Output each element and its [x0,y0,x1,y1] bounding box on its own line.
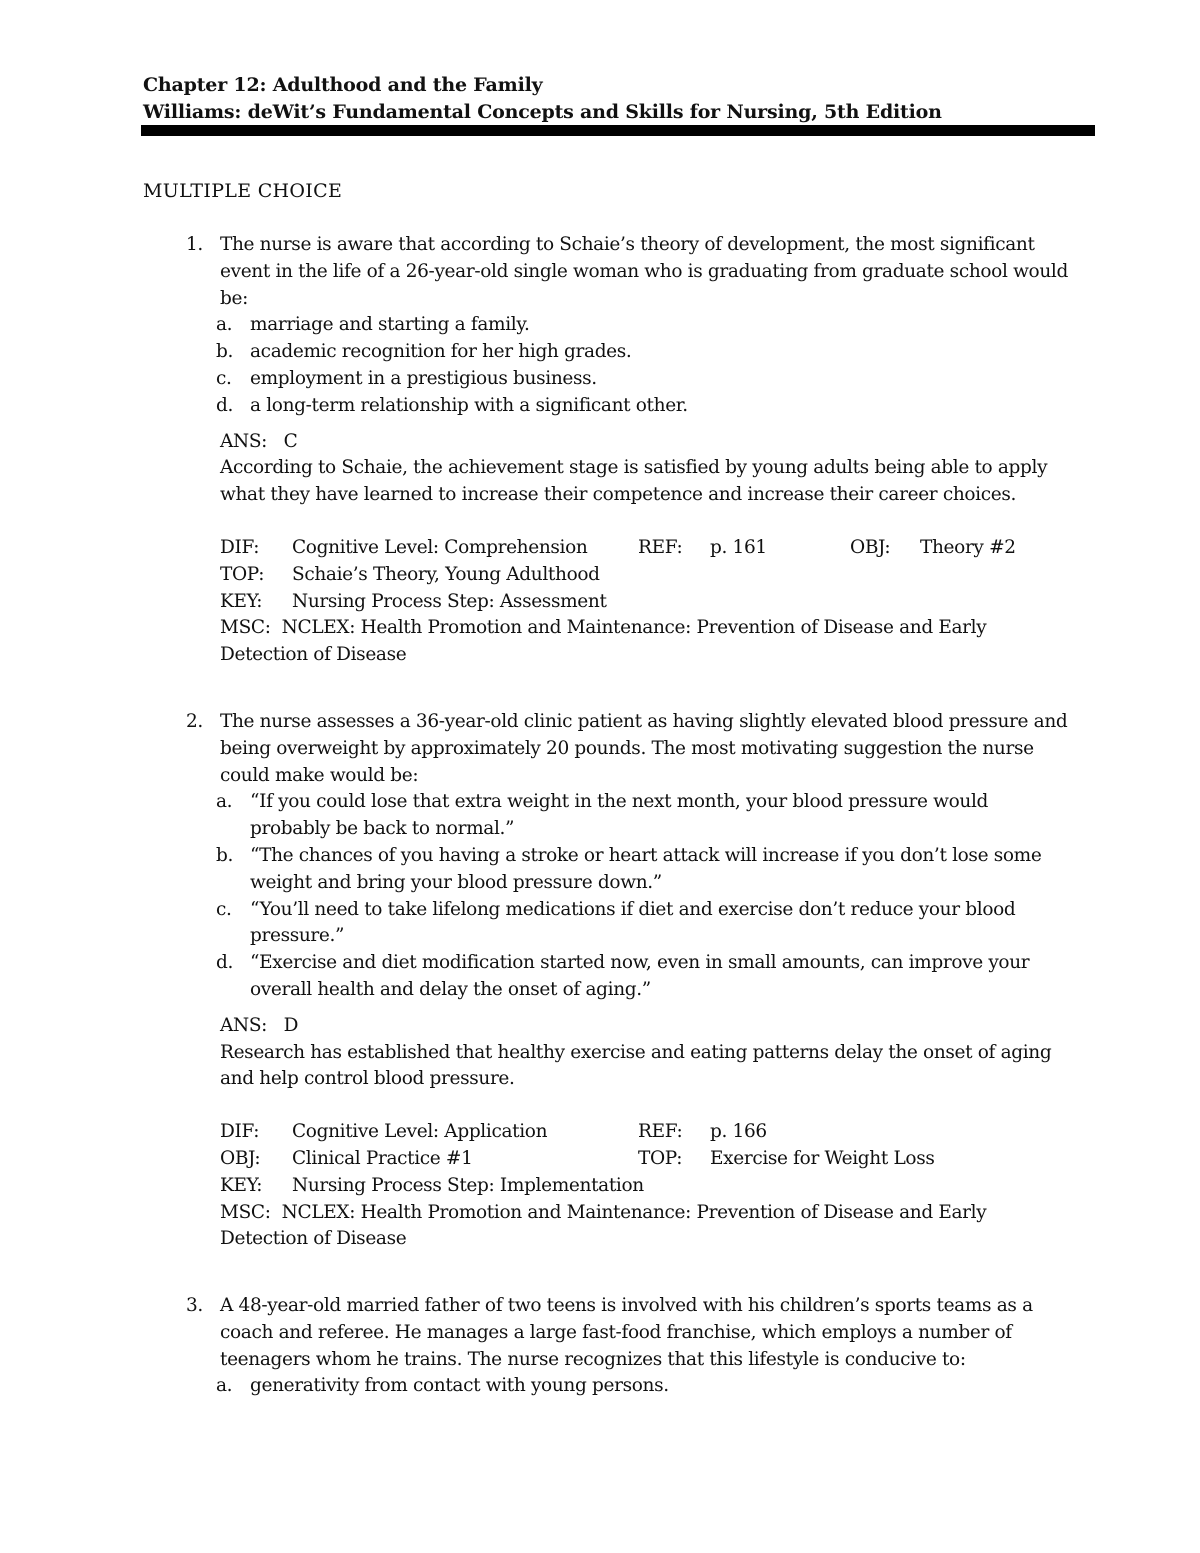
option-text: academic recognition for her high grades. [250,341,632,363]
section-title: MULTIPLE CHOICE [143,180,343,202]
obj-value: Theory #2 [920,536,1016,558]
msc-label: MSC: [220,1201,271,1223]
question-stem: The nurse assesses a 36-year-old clinic patient as having slightly elevated blood pressure and being overweight by approximately 20 pounds. The most motivating suggestion the nurse could make would be: [220,711,1068,786]
option-letter: a. [216,791,233,813]
option-text: “You’ll need to take lifelong medications if diet and exercise don’t reduce your blood pressure.” [250,898,1016,947]
option-letter: b. [216,341,234,363]
question-1 [186,232,1086,669]
meta-row-msc [220,1200,1060,1254]
option-b [216,339,1086,366]
meta-row-dif [220,1119,1086,1146]
key-value: Nursing Process Step: Assessment [292,590,607,612]
answer-value: D [283,1014,299,1036]
question-metadata [220,1119,1086,1253]
msc-value: NCLEX: Health Promotion and Maintenance: Prevention of Disease and Early Detection of Disease [220,1201,987,1250]
meta-row-msc [220,615,1060,669]
obj-value: Clinical Practice #1 [292,1147,473,1169]
question-number: 2. [186,711,203,732]
book-title: Williams: deWit’s Fundamental Concepts and Skills for Nursing, 5th Edition [143,101,942,123]
meta-row-key [220,589,1086,616]
meta-row-dif [220,535,1086,562]
top-label: TOP: [220,563,265,585]
answer-value: C [283,430,298,452]
answer-options [216,789,1086,1003]
answer-line [220,1013,1086,1040]
answer-line [220,429,1086,456]
option-text: “Exercise and diet modification started now, even in small amounts, can improve your overall health and delay the onset of aging.” [250,952,1030,1000]
key-value: Nursing Process Step: Implementation [292,1174,644,1196]
question-metadata [220,535,1086,669]
answer-label: ANS: [220,1014,268,1036]
answer-rationale: Research has established that healthy exercise and eating patterns delay the onset of aging and help control blood pressure. [220,1041,1052,1090]
obj-label: OBJ: [850,536,891,558]
msc-value: NCLEX: Health Promotion and Maintenance: Prevention of Disease and Early Detection of Disease [220,617,987,666]
option-letter: d. [216,952,234,974]
dif-value: Cognitive Level: Application [292,1121,548,1143]
option-letter: a. [216,314,233,336]
option-letter: c. [216,898,232,920]
answer-rationale: According to Schaie, the achievement stage is satisfied by young adults being able to apply what they have learned to increase their competence and increase their career choices. [220,457,1048,506]
top-value: Schaie’s Theory, Young Adulthood [292,563,600,585]
meta-row-obj [220,1146,1086,1173]
msc-label: MSC: [220,617,271,639]
obj-label: OBJ: [220,1147,261,1169]
option-b [216,843,1050,897]
question-stem: A 48-year-old married father of two teens is involved with his children’s sports teams as a coach and referee. He manages a large fast-food franchise, which employs a number of teenagers whom he trains. The nurse recognizes that this lifestyle is conducive to: [220,1295,1033,1370]
document-header [143,72,1095,126]
question-3 [186,1293,1086,1400]
option-letter: b. [216,844,234,866]
option-a [216,312,1086,339]
ref-label: REF: [638,1121,683,1143]
header-rule [141,125,1095,136]
option-letter: a. [216,1375,233,1397]
option-a [216,789,1050,843]
dif-label: DIF: [220,1121,260,1143]
meta-row-top [220,562,1086,589]
option-text: “If you could lose that extra weight in the next month, your blood pressure would probably be back to normal.” [250,791,989,840]
option-letter: c. [216,367,232,389]
answer-block [220,1013,1086,1093]
option-text: “The chances of you having a stroke or heart attack will increase if you don’t lose some weight and bring your blood pressure down.” [250,844,1042,893]
option-c [216,897,1050,951]
option-letter: d. [216,394,234,416]
chapter-title: Chapter 12: Adulthood and the Family [143,74,543,96]
question-stem: The nurse is aware that according to Schaie’s theory of development, the most significant event in the life of a 26-year-old single woman who is graduating from graduate school would be: [220,234,1068,309]
top-label: TOP: [638,1147,683,1169]
key-label: KEY: [220,590,263,612]
answer-label: ANS: [220,430,268,452]
dif-value: Cognitive Level: Comprehension [292,536,588,558]
option-text: marriage and starting a family. [250,314,530,336]
answer-options [216,1373,1086,1400]
question-number: 3. [186,1295,203,1316]
option-text: generativity from contact with young persons. [250,1375,669,1397]
question-number: 1. [186,234,203,255]
option-d [216,950,1050,1004]
meta-row-key [220,1173,1086,1200]
answer-options [216,312,1086,419]
dif-label: DIF: [220,536,260,558]
option-c [216,366,1086,393]
question-2 [186,709,1086,1253]
key-label: KEY: [220,1174,263,1196]
option-d [216,393,1086,420]
option-text: employment in a prestigious business. [250,367,597,389]
ref-label: REF: [638,536,683,558]
ref-value: p. 166 [710,1121,767,1143]
option-text: a long-term relationship with a significant other. [250,394,688,416]
ref-value: p. 161 [710,536,767,558]
answer-block [220,429,1086,509]
option-a [216,1373,1086,1400]
top-value: Exercise for Weight Loss [710,1147,935,1169]
